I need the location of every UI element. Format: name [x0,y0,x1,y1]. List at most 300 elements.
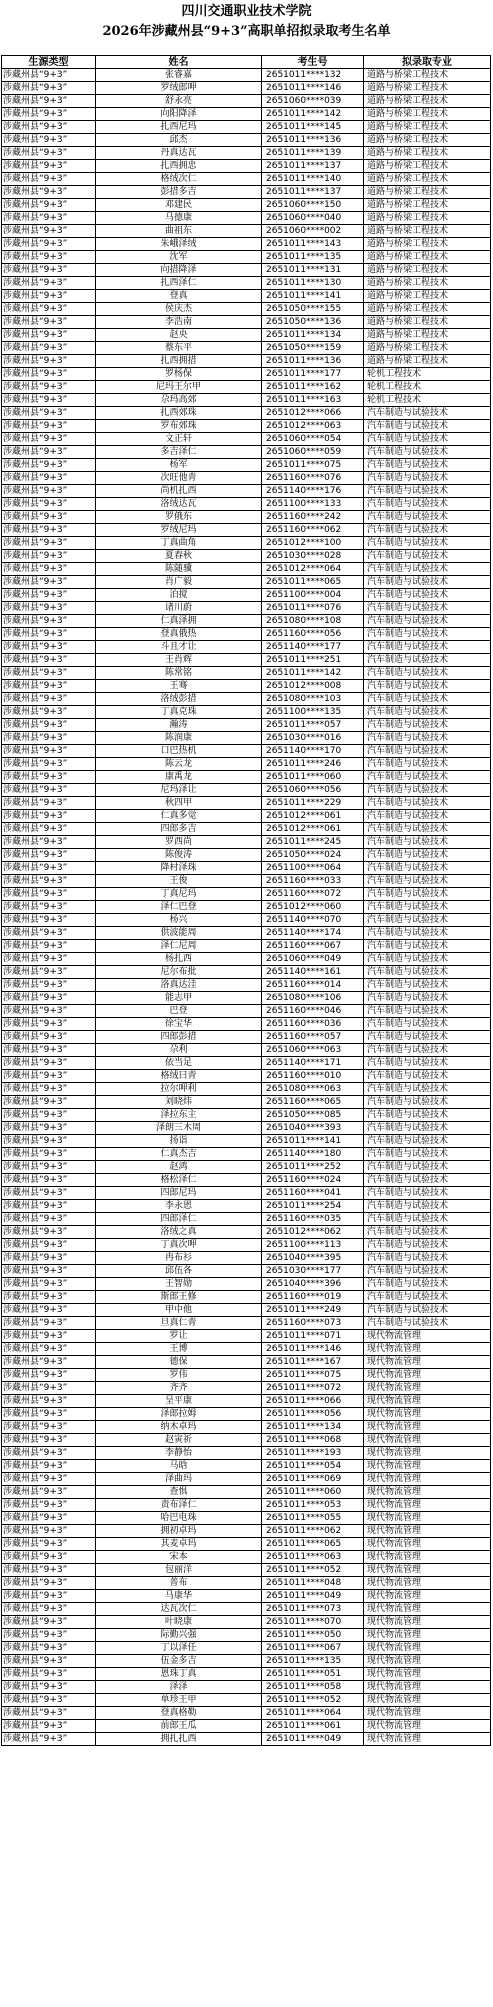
cell-major: 汽车制造与试验技术 [364,784,491,797]
cell-name: 格绒曰青 [96,1070,262,1083]
header-exam-number: 考生号 [262,56,364,69]
cell-name: 王骞 [96,680,262,693]
table-row [2,1447,491,1460]
table-row [2,615,491,628]
cell-source-type: 涉藏州县“9+3” [2,537,96,550]
cell-major: 汽车制造与试验技术 [364,1109,491,1122]
cell-name: 登真格勒 [96,1707,262,1720]
cell-name: 刘晓炜 [96,1096,262,1109]
cell-source-type: 涉藏州县“9+3” [2,251,96,264]
cell-source-type: 涉藏州县“9+3” [2,550,96,563]
cell-name: 巴登 [96,1005,262,1018]
cell-name: 赵央 [96,329,262,342]
table-row [2,589,491,602]
cell-name: 罗布郊珠 [96,420,262,433]
table-row [2,1525,491,1538]
cell-exam-number: 2651040****395 [262,1252,364,1265]
cell-source-type: 涉藏州县“9+3” [2,693,96,706]
cell-source-type: 涉藏州县“9+3” [2,706,96,719]
cell-major: 汽车制造与试验技术 [364,654,491,667]
table-row [2,1044,491,1057]
cell-source-type: 涉藏州县“9+3” [2,160,96,173]
cell-source-type: 涉藏州县“9+3” [2,342,96,355]
table-row [2,446,491,459]
cell-major: 道路与桥梁工程技术 [364,342,491,355]
cell-major: 汽车制造与试验技术 [364,732,491,745]
cell-major: 道路与桥梁工程技术 [364,95,491,108]
cell-exam-number: 2651011****134 [262,329,364,342]
cell-exam-number: 2651040****393 [262,1122,364,1135]
cell-name: 肖广毅 [96,576,262,589]
cell-source-type: 涉藏州县“9+3” [2,316,96,329]
cell-exam-number: 2651011****140 [262,173,364,186]
cell-major: 道路与桥梁工程技术 [364,186,491,199]
cell-exam-number: 2651011****143 [262,238,364,251]
cell-exam-number: 2651012****008 [262,680,364,693]
cell-major: 汽车制造与试验技术 [364,615,491,628]
cell-source-type: 涉藏州县“9+3” [2,1070,96,1083]
cell-major: 汽车制造与试验技术 [364,758,491,771]
table-row [2,1694,491,1707]
cell-major: 汽车制造与试验技术 [364,1265,491,1278]
cell-name: 纳木卓玛 [96,1421,262,1434]
cell-name: 口巴热机 [96,745,262,758]
table-row [2,550,491,563]
cell-major: 汽车制造与试验技术 [364,1291,491,1304]
cell-source-type: 涉藏州县“9+3” [2,446,96,459]
cell-exam-number: 2651011****135 [262,1655,364,1668]
cell-exam-number: 2651050****155 [262,303,364,316]
cell-name: 向措降泽 [96,264,262,277]
cell-major: 道路与桥梁工程技术 [364,173,491,186]
cell-major: 汽车制造与试验技术 [364,1317,491,1330]
table-row [2,316,491,329]
cell-exam-number: 2651050****136 [262,316,364,329]
cell-exam-number: 2651011****252 [262,1161,364,1174]
cell-name: 普布 [96,1577,262,1590]
table-row [2,459,491,472]
cell-source-type: 涉藏州县“9+3” [2,901,96,914]
cell-exam-number: 2651140****070 [262,914,364,927]
cell-name: 泽仁尼周 [96,940,262,953]
cell-major: 汽车制造与试验技术 [364,771,491,784]
cell-source-type: 涉藏州县“9+3” [2,69,96,82]
table-row [2,1577,491,1590]
cell-name: 马德康 [96,212,262,225]
cell-exam-number: 2651011****142 [262,667,364,680]
cell-source-type: 涉藏州县“9+3” [2,1044,96,1057]
cell-exam-number: 2651160****072 [262,888,364,901]
cell-exam-number: 2651012****100 [262,537,364,550]
cell-name: 朱峨泽绒 [96,238,262,251]
cell-major: 现代物流管理 [364,1733,491,1746]
cell-major: 汽车制造与试验技术 [364,979,491,992]
table-row [2,472,491,485]
cell-name: 瀚涛 [96,719,262,732]
cell-major: 汽车制造与试验技术 [364,992,491,1005]
table-row [2,1590,491,1603]
cell-name: 次旺他青 [96,472,262,485]
cell-source-type: 涉藏州县“9+3” [2,1616,96,1629]
cell-name: 供波能周 [96,927,262,940]
cell-source-type: 涉藏州县“9+3” [2,1226,96,1239]
cell-name: 杨扎西 [96,953,262,966]
table-row [2,277,491,290]
table-row [2,1720,491,1733]
cell-name: 四郎尼玛 [96,1187,262,1200]
table-row [2,69,491,82]
cell-name: 陈云龙 [96,758,262,771]
cell-name: 仁真杰吉 [96,1148,262,1161]
cell-name: 拉尔呷利 [96,1083,262,1096]
cell-exam-number: 2651011****051 [262,1668,364,1681]
cell-exam-number: 2651011****049 [262,1590,364,1603]
cell-source-type: 涉藏州县“9+3” [2,1499,96,1512]
table-row [2,979,491,992]
table-row [2,1603,491,1616]
cell-major: 汽车制造与试验技术 [364,1148,491,1161]
table-row [2,1395,491,1408]
cell-name: 王肖辉 [96,654,262,667]
cell-major: 汽车制造与试验技术 [364,433,491,446]
header-source-type: 生源类型 [2,56,96,69]
cell-exam-number: 2651011****065 [262,576,364,589]
cell-source-type: 涉藏州县“9+3” [2,420,96,433]
cell-name: 甲中他 [96,1304,262,1317]
cell-source-type: 涉藏州县“9+3” [2,1720,96,1733]
cell-name: 宋本 [96,1551,262,1564]
cell-source-type: 涉藏州县“9+3” [2,1057,96,1070]
cell-name: 泽仁巴登 [96,901,262,914]
table-row [2,1382,491,1395]
cell-source-type: 涉藏州县“9+3” [2,238,96,251]
cell-exam-number: 2651060****002 [262,225,364,238]
cell-exam-number: 2651011****131 [262,264,364,277]
cell-name: 曲祖东 [96,225,262,238]
cell-name: 扬诣 [96,1135,262,1148]
cell-major: 汽车制造与试验技术 [364,862,491,875]
table-row [2,95,491,108]
cell-name: 邱杰 [96,134,262,147]
table-row [2,394,491,407]
cell-name: 尚机扎西 [96,485,262,498]
cell-major: 汽车制造与试验技术 [364,810,491,823]
table-row [2,1421,491,1434]
cell-name: 罗俄东 [96,511,262,524]
cell-major: 汽车制造与试验技术 [364,537,491,550]
cell-exam-number: 2651140****161 [262,966,364,979]
cell-exam-number: 2651011****145 [262,121,364,134]
cell-major: 道路与桥梁工程技术 [364,160,491,173]
table-row [2,1083,491,1096]
cell-source-type: 涉藏州县“9+3” [2,1681,96,1694]
cell-name: 赵鸿 [96,1161,262,1174]
cell-exam-number: 2651011****254 [262,1200,364,1213]
cell-name: 王博 [96,1343,262,1356]
table-row [2,1681,491,1694]
cell-source-type: 涉藏州县“9+3” [2,1408,96,1421]
cell-source-type: 涉藏州县“9+3” [2,823,96,836]
cell-name: 邓建民 [96,199,262,212]
cell-source-type: 涉藏州县“9+3” [2,498,96,511]
table-row [2,1122,491,1135]
cell-major: 现代物流管理 [364,1460,491,1473]
table-row [2,342,491,355]
cell-name: 洛绒之真 [96,1226,262,1239]
cell-exam-number: 2651160****024 [262,1174,364,1187]
cell-exam-number: 2651011****251 [262,654,364,667]
cell-source-type: 涉藏州县“9+3” [2,485,96,498]
cell-name: 罗绒尼玛 [96,524,262,537]
cell-name: 其麦卓玛 [96,1538,262,1551]
cell-source-type: 涉藏州县“9+3” [2,1694,96,1707]
table-row [2,1356,491,1369]
table-row [2,329,491,342]
cell-exam-number: 2651060****059 [262,446,364,459]
cell-name: 彭措多吉 [96,186,262,199]
cell-major: 汽车制造与试验技术 [364,550,491,563]
cell-source-type: 涉藏州县“9+3” [2,1512,96,1525]
cell-exam-number: 2651011****163 [262,394,364,407]
table-row [2,485,491,498]
cell-name: 丁真次呷 [96,1239,262,1252]
cell-major: 汽车制造与试验技术 [364,745,491,758]
cell-major: 汽车制造与试验技术 [364,823,491,836]
cell-name: 泽郎拉姆 [96,1408,262,1421]
cell-major: 汽车制造与试验技术 [364,589,491,602]
cell-name: 扎西郊珠 [96,407,262,420]
cell-major: 现代物流管理 [364,1434,491,1447]
cell-major: 汽车制造与试验技术 [364,1187,491,1200]
cell-exam-number: 2651011****075 [262,459,364,472]
cell-exam-number: 2651011****142 [262,108,364,121]
table-row [2,303,491,316]
cell-exam-number: 2651100****133 [262,498,364,511]
table-row [2,1252,491,1265]
cell-major: 汽车制造与试验技术 [364,576,491,589]
cell-exam-number: 2651160****033 [262,875,364,888]
cell-major: 汽车制造与试验技术 [364,927,491,940]
table-row [2,199,491,212]
cell-exam-number: 2651012****062 [262,1226,364,1239]
cell-source-type: 涉藏州县“9+3” [2,1603,96,1616]
cell-exam-number: 2651160****242 [262,511,364,524]
cell-source-type: 涉藏州县“9+3” [2,303,96,316]
cell-source-type: 涉藏州县“9+3” [2,394,96,407]
cell-name: 际勤兴强 [96,1629,262,1642]
cell-exam-number: 2651100****004 [262,589,364,602]
table-row [2,134,491,147]
cell-major: 道路与桥梁工程技术 [364,329,491,342]
cell-major: 汽车制造与试验技术 [364,420,491,433]
cell-name: 王智勋 [96,1278,262,1291]
cell-name: 前郎王瓜 [96,1720,262,1733]
cell-source-type: 涉藏州县“9+3” [2,927,96,940]
cell-source-type: 涉藏州县“9+3” [2,1356,96,1369]
cell-name: 降村泽珠 [96,862,262,875]
cell-source-type: 涉藏州县“9+3” [2,108,96,121]
cell-name: 尕利 [96,1044,262,1057]
cell-exam-number: 2651160****041 [262,1187,364,1200]
page-title: 2026年涉藏州县“9+3”高职单招拟录取考生名单 [102,24,391,39]
table-row [2,160,491,173]
table-row [2,1161,491,1174]
cell-source-type: 涉藏州县“9+3” [2,1655,96,1668]
table-row [2,1278,491,1291]
cell-major: 现代物流管理 [364,1473,491,1486]
cell-exam-number: 2651011****167 [262,1356,364,1369]
cell-major: 现代物流管理 [364,1629,491,1642]
cell-exam-number: 2651011****064 [262,1707,364,1720]
cell-major: 汽车制造与试验技术 [364,1161,491,1174]
cell-name: 诸川蔚 [96,602,262,615]
cell-source-type: 涉藏州县“9+3” [2,602,96,615]
cell-exam-number: 2651080****063 [262,1083,364,1096]
cell-source-type: 涉藏州县“9+3” [2,771,96,784]
cell-source-type: 涉藏州县“9+3” [2,1525,96,1538]
cell-exam-number: 2651011****063 [262,1551,364,1564]
table-row [2,732,491,745]
cell-source-type: 涉藏州县“9+3” [2,1252,96,1265]
cell-exam-number: 2651011****137 [262,160,364,173]
cell-source-type: 涉藏州县“9+3” [2,264,96,277]
cell-name: 泽曲玛 [96,1473,262,1486]
cell-exam-number: 2651160****035 [262,1213,364,1226]
cell-source-type: 涉藏州县“9+3” [2,1135,96,1148]
table-row [2,524,491,537]
cell-exam-number: 2651160****065 [262,1096,364,1109]
cell-exam-number: 2651030****177 [262,1265,364,1278]
cell-name: 包丽洋 [96,1564,262,1577]
cell-name: 责布泽仁 [96,1499,262,1512]
cell-name: 泊搅 [96,589,262,602]
table-row [2,1564,491,1577]
cell-exam-number: 2651011****071 [262,1330,364,1343]
cell-major: 汽车制造与试验技术 [364,966,491,979]
cell-exam-number: 2651012****061 [262,823,364,836]
cell-source-type: 涉藏州县“9+3” [2,1473,96,1486]
cell-source-type: 涉藏州县“9+3” [2,1564,96,1577]
table-row [2,225,491,238]
cell-source-type: 涉藏州县“9+3” [2,1395,96,1408]
cell-exam-number: 2651011****060 [262,1486,364,1499]
cell-source-type: 涉藏州县“9+3” [2,875,96,888]
cell-source-type: 涉藏州县“9+3” [2,1031,96,1044]
cell-name: 康禹龙 [96,771,262,784]
cell-major: 现代物流管理 [364,1642,491,1655]
cell-name: 罗西尚 [96,836,262,849]
cell-exam-number: 2651160****076 [262,472,364,485]
table-row [2,407,491,420]
table-row [2,758,491,771]
table-row [2,147,491,160]
cell-name: 拥初卓玛 [96,1525,262,1538]
header-major: 拟录取专业 [364,56,491,69]
cell-major: 现代物流管理 [364,1551,491,1564]
cell-major: 汽车制造与试验技术 [364,602,491,615]
cell-major: 汽车制造与试验技术 [364,1070,491,1083]
cell-name: 陈润康 [96,732,262,745]
table-row [2,1460,491,1473]
table-row [2,1135,491,1148]
cell-exam-number: 2651160****062 [262,524,364,537]
cell-name: 舒永亮 [96,95,262,108]
cell-name: 王俊 [96,875,262,888]
table-row [2,1551,491,1564]
cell-source-type: 涉藏州县“9+3” [2,199,96,212]
cell-major: 汽车制造与试验技术 [364,1083,491,1096]
header-name: 姓名 [96,56,262,69]
cell-exam-number: 2651011****136 [262,355,364,368]
cell-exam-number: 2651160****073 [262,1317,364,1330]
cell-major: 道路与桥梁工程技术 [364,199,491,212]
table-row [2,1109,491,1122]
cell-name: 丁真克珠 [96,706,262,719]
table-row [2,1200,491,1213]
cell-source-type: 涉藏州县“9+3” [2,979,96,992]
table-row [2,901,491,914]
cell-name: 斯郎王修 [96,1291,262,1304]
table-row [2,914,491,927]
cell-source-type: 涉藏州县“9+3” [2,1148,96,1161]
cell-major: 汽车制造与试验技术 [364,1213,491,1226]
cell-name: 达瓦次仁 [96,1603,262,1616]
cell-major: 道路与桥梁工程技术 [364,147,491,160]
cell-source-type: 涉藏州县“9+3” [2,1421,96,1434]
cell-major: 汽车制造与试验技术 [364,446,491,459]
cell-exam-number: 2651030****016 [262,732,364,745]
cell-exam-number: 2651060****150 [262,199,364,212]
cell-name: 洛绒达瓦 [96,498,262,511]
cell-exam-number: 2651011****162 [262,381,364,394]
cell-exam-number: 2651011****177 [262,368,364,381]
cell-source-type: 涉藏州县“9+3” [2,407,96,420]
table-row [2,693,491,706]
cell-source-type: 涉藏州县“9+3” [2,1109,96,1122]
cell-major: 汽车制造与试验技术 [364,1122,491,1135]
cell-major: 汽车制造与试验技术 [364,719,491,732]
cell-name: 尼尔布批 [96,966,262,979]
cell-source-type: 涉藏州县“9+3” [2,1486,96,1499]
cell-source-type: 涉藏州县“9+3” [2,355,96,368]
cell-source-type: 涉藏州县“9+3” [2,1278,96,1291]
cell-name: 查惧 [96,1486,262,1499]
cell-exam-number: 2651080****108 [262,615,364,628]
cell-name: 拥扎扎西 [96,1733,262,1746]
cell-exam-number: 2651011****132 [262,69,364,82]
cell-major: 道路与桥梁工程技术 [364,82,491,95]
cell-major: 汽车制造与试验技术 [364,875,491,888]
cell-major: 道路与桥梁工程技术 [364,303,491,316]
table-row [2,212,491,225]
cell-exam-number: 2651011****072 [262,1382,364,1395]
table-row [2,823,491,836]
admission-table [1,55,491,1746]
table-row [2,1330,491,1343]
table-row [2,563,491,576]
cell-name: 向阳降泽 [96,108,262,121]
cell-major: 现代物流管理 [364,1512,491,1525]
cell-source-type: 涉藏州县“9+3” [2,1018,96,1031]
cell-name: 四郎泽仁 [96,1213,262,1226]
cell-name: 格绒次仁 [96,173,262,186]
table-row [2,1538,491,1551]
cell-major: 现代物流管理 [364,1356,491,1369]
table-row [2,1005,491,1018]
table-row [2,1096,491,1109]
cell-name: 扎西拥忠 [96,160,262,173]
cell-major: 汽车制造与试验技术 [364,1226,491,1239]
